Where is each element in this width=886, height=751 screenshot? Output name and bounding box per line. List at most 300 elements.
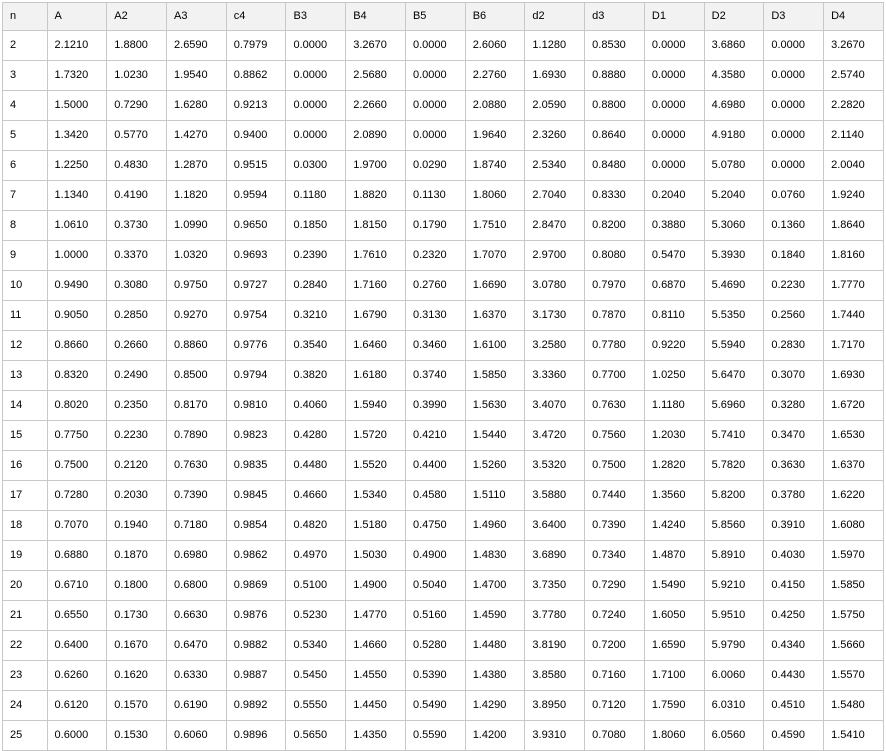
cell-b4: 1.5030 — [346, 541, 406, 571]
cell-a: 0.7070 — [47, 511, 107, 541]
cell-sample-size: 24 — [3, 691, 48, 721]
cell-b4: 3.2670 — [346, 31, 406, 61]
cell-b5: 0.0290 — [405, 151, 465, 181]
cell-a3: 0.8860 — [167, 331, 227, 361]
cell-d2: 5.6470 — [704, 361, 764, 391]
cell-b6: 1.5850 — [465, 361, 525, 391]
cell-a2: 0.1940 — [107, 511, 167, 541]
cell-d3: 0.8800 — [585, 91, 645, 121]
cell-d1: 1.7590 — [644, 691, 704, 721]
cell-d3: 0.3470 — [764, 421, 824, 451]
column-header-b4: B4 — [346, 3, 406, 31]
column-header-b6: B6 — [465, 3, 525, 31]
cell-a3: 1.4270 — [167, 121, 227, 151]
cell-d4: 1.9240 — [824, 181, 884, 211]
cell-b5: 0.2760 — [405, 271, 465, 301]
cell-d4: 2.5740 — [824, 61, 884, 91]
cell-d3: 0.8200 — [585, 211, 645, 241]
cell-d2: 3.6860 — [704, 31, 764, 61]
cell-a: 0.6880 — [47, 541, 107, 571]
cell-c4: 0.9754 — [226, 301, 286, 331]
cell-a2: 0.2120 — [107, 451, 167, 481]
cell-b6: 1.7510 — [465, 211, 525, 241]
cell-a: 0.7280 — [47, 481, 107, 511]
cell-b4: 1.5720 — [346, 421, 406, 451]
cell-b3: 0.0000 — [286, 31, 346, 61]
cell-b6: 2.6060 — [465, 31, 525, 61]
cell-sample-size: 11 — [3, 301, 48, 331]
cell-sample-size: 14 — [3, 391, 48, 421]
cell-b3: 0.0000 — [286, 121, 346, 151]
cell-sample-size: 2 — [3, 31, 48, 61]
cell-a: 1.0000 — [47, 241, 107, 271]
cell-d1: 0.0000 — [644, 151, 704, 181]
cell-b6: 1.6690 — [465, 271, 525, 301]
cell-b4: 2.5680 — [346, 61, 406, 91]
cell-d2: 5.9510 — [704, 601, 764, 631]
cell-d2: 3.9310 — [525, 721, 585, 751]
cell-c4: 0.9213 — [226, 91, 286, 121]
cell-b4: 1.4550 — [346, 661, 406, 691]
cell-d2: 3.6890 — [525, 541, 585, 571]
cell-d1: 0.0000 — [644, 31, 704, 61]
cell-b6: 1.4830 — [465, 541, 525, 571]
cell-d4: 1.6530 — [824, 421, 884, 451]
cell-d2: 5.5940 — [704, 331, 764, 361]
cell-d2: 6.0560 — [704, 721, 764, 751]
cell-b3: 0.5650 — [286, 721, 346, 751]
cell-d1: 1.6050 — [644, 601, 704, 631]
cell-a2: 0.4830 — [107, 151, 167, 181]
cell-d4: 1.7770 — [824, 271, 884, 301]
cell-b5: 0.5160 — [405, 601, 465, 631]
cell-a: 1.5000 — [47, 91, 107, 121]
cell-sample-size: 8 — [3, 211, 48, 241]
cell-b5: 0.1130 — [405, 181, 465, 211]
table-row — [3, 361, 884, 391]
column-header-a: A — [47, 3, 107, 31]
cell-b6: 1.4380 — [465, 661, 525, 691]
cell-d3: 0.7560 — [585, 421, 645, 451]
cell-a2: 0.5770 — [107, 121, 167, 151]
cell-d3: 0.4340 — [764, 631, 824, 661]
cell-b3: 0.0300 — [286, 151, 346, 181]
cell-d4: 1.6930 — [824, 361, 884, 391]
table-row — [3, 691, 884, 721]
cell-a: 0.6710 — [47, 571, 107, 601]
cell-d2: 6.0310 — [704, 691, 764, 721]
cell-d3: 0.7160 — [585, 661, 645, 691]
table-row — [3, 91, 884, 121]
cell-d1: 1.7100 — [644, 661, 704, 691]
cell-b4: 1.6790 — [346, 301, 406, 331]
cell-d1: 1.4870 — [644, 541, 704, 571]
cell-b5: 0.4580 — [405, 481, 465, 511]
cell-c4: 0.9887 — [226, 661, 286, 691]
cell-b6: 1.4290 — [465, 691, 525, 721]
cell-d3: 0.7780 — [585, 331, 645, 361]
column-header-b5: B5 — [405, 3, 465, 31]
table-row — [3, 241, 884, 271]
cell-b3: 0.3540 — [286, 331, 346, 361]
cell-d3: 0.1840 — [764, 241, 824, 271]
cell-d4: 1.5750 — [824, 601, 884, 631]
cell-d2: 2.0590 — [525, 91, 585, 121]
cell-d2: 3.1730 — [525, 301, 585, 331]
cell-b5: 0.4900 — [405, 541, 465, 571]
cell-d2: 5.6960 — [704, 391, 764, 421]
table-row — [3, 541, 884, 571]
cell-d1: 1.4240 — [644, 511, 704, 541]
table-row — [3, 271, 884, 301]
cell-b4: 1.8820 — [346, 181, 406, 211]
cell-b4: 2.2660 — [346, 91, 406, 121]
cell-d2: 5.8560 — [704, 511, 764, 541]
table-row — [3, 571, 884, 601]
cell-d1: 1.6590 — [644, 631, 704, 661]
cell-b3: 0.0000 — [286, 91, 346, 121]
cell-d4: 1.5660 — [824, 631, 884, 661]
cell-a2: 0.4190 — [107, 181, 167, 211]
cell-c4: 0.9892 — [226, 691, 286, 721]
cell-b5: 0.5280 — [405, 631, 465, 661]
cell-d2: 3.3360 — [525, 361, 585, 391]
cell-a: 1.2250 — [47, 151, 107, 181]
cell-b5: 0.3460 — [405, 331, 465, 361]
table-row — [3, 451, 884, 481]
cell-c4: 0.9650 — [226, 211, 286, 241]
cell-b5: 0.1790 — [405, 211, 465, 241]
cell-sample-size: 15 — [3, 421, 48, 451]
cell-a3: 0.9270 — [167, 301, 227, 331]
cell-a: 1.3420 — [47, 121, 107, 151]
cell-b5: 0.5490 — [405, 691, 465, 721]
cell-d2: 5.4690 — [704, 271, 764, 301]
cell-b3: 0.2840 — [286, 271, 346, 301]
cell-b6: 1.4200 — [465, 721, 525, 751]
cell-a2: 0.1730 — [107, 601, 167, 631]
cell-b6: 1.7070 — [465, 241, 525, 271]
cell-d3: 0.0760 — [764, 181, 824, 211]
cell-sample-size: 22 — [3, 631, 48, 661]
cell-a2: 0.3080 — [107, 271, 167, 301]
cell-d3: 0.0000 — [764, 91, 824, 121]
cell-d3: 0.4250 — [764, 601, 824, 631]
cell-sample-size: 23 — [3, 661, 48, 691]
cell-a: 0.9050 — [47, 301, 107, 331]
cell-d2: 3.4070 — [525, 391, 585, 421]
cell-d2: 3.0780 — [525, 271, 585, 301]
cell-d3: 0.8880 — [585, 61, 645, 91]
cell-d2: 1.6930 — [525, 61, 585, 91]
cell-sample-size: 4 — [3, 91, 48, 121]
cell-d2: 3.8190 — [525, 631, 585, 661]
column-header-a3: A3 — [167, 3, 227, 31]
column-header-d4: D4 — [824, 3, 884, 31]
cell-d3: 0.7340 — [585, 541, 645, 571]
cell-d3: 0.3910 — [764, 511, 824, 541]
cell-b3: 0.4820 — [286, 511, 346, 541]
cell-a2: 0.3730 — [107, 211, 167, 241]
cell-sample-size: 13 — [3, 361, 48, 391]
cell-b4: 1.7610 — [346, 241, 406, 271]
cell-a2: 0.1870 — [107, 541, 167, 571]
cell-c4: 0.9400 — [226, 121, 286, 151]
cell-a3: 1.6280 — [167, 91, 227, 121]
table-row — [3, 661, 884, 691]
cell-c4: 0.9862 — [226, 541, 286, 571]
cell-b6: 1.6370 — [465, 301, 525, 331]
cell-a: 2.1210 — [47, 31, 107, 61]
cell-d2: 5.7820 — [704, 451, 764, 481]
cell-a: 1.1340 — [47, 181, 107, 211]
cell-a3: 0.6190 — [167, 691, 227, 721]
cell-b4: 1.5940 — [346, 391, 406, 421]
cell-c4: 0.9810 — [226, 391, 286, 421]
cell-a: 0.6400 — [47, 631, 107, 661]
cell-b3: 0.3210 — [286, 301, 346, 331]
cell-d1: 0.5470 — [644, 241, 704, 271]
cell-d3: 0.2560 — [764, 301, 824, 331]
cell-b5: 0.5390 — [405, 661, 465, 691]
cell-a2: 0.1570 — [107, 691, 167, 721]
cell-c4: 0.9882 — [226, 631, 286, 661]
cell-d3: 0.7120 — [585, 691, 645, 721]
table-row — [3, 331, 884, 361]
cell-a2: 0.7290 — [107, 91, 167, 121]
cell-b5: 0.0000 — [405, 31, 465, 61]
cell-a: 0.6120 — [47, 691, 107, 721]
cell-d4: 1.5570 — [824, 661, 884, 691]
cell-c4: 0.8862 — [226, 61, 286, 91]
cell-b6: 1.4480 — [465, 631, 525, 661]
cell-b5: 0.4400 — [405, 451, 465, 481]
cell-b5: 0.3990 — [405, 391, 465, 421]
cell-b4: 1.4350 — [346, 721, 406, 751]
cell-d2: 5.8200 — [704, 481, 764, 511]
cell-d3: 0.4030 — [764, 541, 824, 571]
cell-d3: 0.8530 — [585, 31, 645, 61]
cell-a: 0.9490 — [47, 271, 107, 301]
cell-b4: 1.7160 — [346, 271, 406, 301]
cell-d1: 0.0000 — [644, 121, 704, 151]
cell-d1: 1.2820 — [644, 451, 704, 481]
cell-a2: 0.1620 — [107, 661, 167, 691]
cell-d1: 1.5490 — [644, 571, 704, 601]
cell-d1: 0.8110 — [644, 301, 704, 331]
cell-b6: 1.9640 — [465, 121, 525, 151]
cell-d2: 4.9180 — [704, 121, 764, 151]
table-row — [3, 631, 884, 661]
cell-b3: 0.1180 — [286, 181, 346, 211]
cell-d1: 1.1180 — [644, 391, 704, 421]
cell-b3: 0.4280 — [286, 421, 346, 451]
cell-d4: 1.8640 — [824, 211, 884, 241]
cell-d3: 0.7870 — [585, 301, 645, 331]
cell-d3: 0.7290 — [585, 571, 645, 601]
cell-d4: 1.5850 — [824, 571, 884, 601]
cell-sample-size: 21 — [3, 601, 48, 631]
cell-b4: 1.5180 — [346, 511, 406, 541]
cell-d4: 1.8160 — [824, 241, 884, 271]
cell-d2: 4.3580 — [704, 61, 764, 91]
cell-d1: 0.3880 — [644, 211, 704, 241]
cell-sample-size: 18 — [3, 511, 48, 541]
cell-b6: 1.8740 — [465, 151, 525, 181]
cell-c4: 0.9693 — [226, 241, 286, 271]
cell-d3: 0.0000 — [764, 121, 824, 151]
cell-d3: 0.3630 — [764, 451, 824, 481]
cell-b3: 0.4970 — [286, 541, 346, 571]
cell-a2: 0.1800 — [107, 571, 167, 601]
cell-a3: 0.6330 — [167, 661, 227, 691]
cell-b4: 1.5520 — [346, 451, 406, 481]
cell-d4: 2.2820 — [824, 91, 884, 121]
cell-a2: 0.2350 — [107, 391, 167, 421]
cell-a: 0.8660 — [47, 331, 107, 361]
cell-d2: 5.8910 — [704, 541, 764, 571]
cell-c4: 0.9794 — [226, 361, 286, 391]
cell-sample-size: 3 — [3, 61, 48, 91]
cell-d2: 5.9210 — [704, 571, 764, 601]
cell-d3: 0.4510 — [764, 691, 824, 721]
cell-d2: 3.8580 — [525, 661, 585, 691]
cell-a: 0.8020 — [47, 391, 107, 421]
table-row — [3, 31, 884, 61]
cell-b3: 0.5550 — [286, 691, 346, 721]
cell-b6: 1.6100 — [465, 331, 525, 361]
cell-d3: 0.7390 — [585, 511, 645, 541]
cell-a2: 0.2490 — [107, 361, 167, 391]
cell-b3: 0.5230 — [286, 601, 346, 631]
cell-b6: 1.5440 — [465, 421, 525, 451]
cell-d1: 1.0250 — [644, 361, 704, 391]
cell-a2: 1.0230 — [107, 61, 167, 91]
cell-d4: 1.5970 — [824, 541, 884, 571]
cell-d4: 2.0040 — [824, 151, 884, 181]
cell-d3: 0.2830 — [764, 331, 824, 361]
table-row — [3, 301, 884, 331]
table-row — [3, 181, 884, 211]
cell-b6: 2.2760 — [465, 61, 525, 91]
cell-c4: 0.9776 — [226, 331, 286, 361]
cell-a: 0.6260 — [47, 661, 107, 691]
cell-b3: 0.4060 — [286, 391, 346, 421]
cell-b5: 0.3130 — [405, 301, 465, 331]
cell-d3: 0.3280 — [764, 391, 824, 421]
cell-d1: 0.6870 — [644, 271, 704, 301]
cell-b3: 0.5340 — [286, 631, 346, 661]
cell-b6: 1.4590 — [465, 601, 525, 631]
cell-d4: 1.6080 — [824, 511, 884, 541]
cell-b4: 1.5340 — [346, 481, 406, 511]
control-chart-constants-table — [2, 2, 884, 751]
cell-d4: 1.5480 — [824, 691, 884, 721]
cell-b3: 0.2390 — [286, 241, 346, 271]
cell-d1: 0.0000 — [644, 91, 704, 121]
cell-b3: 0.5450 — [286, 661, 346, 691]
cell-b5: 0.3740 — [405, 361, 465, 391]
cell-b5: 0.0000 — [405, 61, 465, 91]
cell-b3: 0.0000 — [286, 61, 346, 91]
cell-c4: 0.9854 — [226, 511, 286, 541]
cell-b3: 0.4480 — [286, 451, 346, 481]
cell-d2: 5.0780 — [704, 151, 764, 181]
cell-a3: 0.6980 — [167, 541, 227, 571]
cell-a2: 0.2660 — [107, 331, 167, 361]
cell-b6: 1.5260 — [465, 451, 525, 481]
cell-b5: 0.4750 — [405, 511, 465, 541]
cell-d1: 0.9220 — [644, 331, 704, 361]
cell-a2: 1.8800 — [107, 31, 167, 61]
cell-d2: 2.3260 — [525, 121, 585, 151]
cell-d2: 2.7040 — [525, 181, 585, 211]
cell-d4: 2.1140 — [824, 121, 884, 151]
cell-d2: 5.2040 — [704, 181, 764, 211]
table-row — [3, 61, 884, 91]
column-header-d2: D2 — [704, 3, 764, 31]
cell-a3: 0.6470 — [167, 631, 227, 661]
cell-b3: 0.3820 — [286, 361, 346, 391]
cell-b5: 0.4210 — [405, 421, 465, 451]
cell-d2: 3.5880 — [525, 481, 585, 511]
cell-d4: 1.7170 — [824, 331, 884, 361]
cell-d4: 1.7440 — [824, 301, 884, 331]
cell-c4: 0.9845 — [226, 481, 286, 511]
cell-d3: 0.4590 — [764, 721, 824, 751]
cell-b5: 0.0000 — [405, 121, 465, 151]
column-header-a2: A2 — [107, 3, 167, 31]
column-header-d1: D1 — [644, 3, 704, 31]
cell-d2: 3.5320 — [525, 451, 585, 481]
cell-sample-size: 19 — [3, 541, 48, 571]
cell-a3: 1.0990 — [167, 211, 227, 241]
cell-a2: 0.2230 — [107, 421, 167, 451]
cell-sample-size: 5 — [3, 121, 48, 151]
cell-sample-size: 16 — [3, 451, 48, 481]
cell-a3: 0.8170 — [167, 391, 227, 421]
cell-b6: 1.5630 — [465, 391, 525, 421]
cell-a3: 0.7630 — [167, 451, 227, 481]
cell-d3: 0.0000 — [764, 61, 824, 91]
cell-d3: 0.0000 — [764, 151, 824, 181]
cell-d2: 5.7410 — [704, 421, 764, 451]
cell-d3: 0.7700 — [585, 361, 645, 391]
cell-d4: 1.5410 — [824, 721, 884, 751]
cell-d4: 1.6720 — [824, 391, 884, 421]
table-row — [3, 721, 884, 751]
cell-sample-size: 7 — [3, 181, 48, 211]
cell-d2: 6.0060 — [704, 661, 764, 691]
cell-d3: 0.3780 — [764, 481, 824, 511]
cell-a3: 1.2870 — [167, 151, 227, 181]
cell-d3: 0.8480 — [585, 151, 645, 181]
cell-b5: 0.2320 — [405, 241, 465, 271]
column-header-n: n — [3, 3, 48, 31]
cell-d3: 0.7200 — [585, 631, 645, 661]
cell-sample-size: 20 — [3, 571, 48, 601]
cell-c4: 0.7979 — [226, 31, 286, 61]
table-row — [3, 391, 884, 421]
cell-d1: 1.2030 — [644, 421, 704, 451]
cell-d1: 1.3560 — [644, 481, 704, 511]
cell-d2: 3.7780 — [525, 601, 585, 631]
cell-a2: 0.3370 — [107, 241, 167, 271]
cell-a2: 0.2030 — [107, 481, 167, 511]
cell-sample-size: 6 — [3, 151, 48, 181]
cell-d3: 0.7080 — [585, 721, 645, 751]
cell-b4: 1.6460 — [346, 331, 406, 361]
